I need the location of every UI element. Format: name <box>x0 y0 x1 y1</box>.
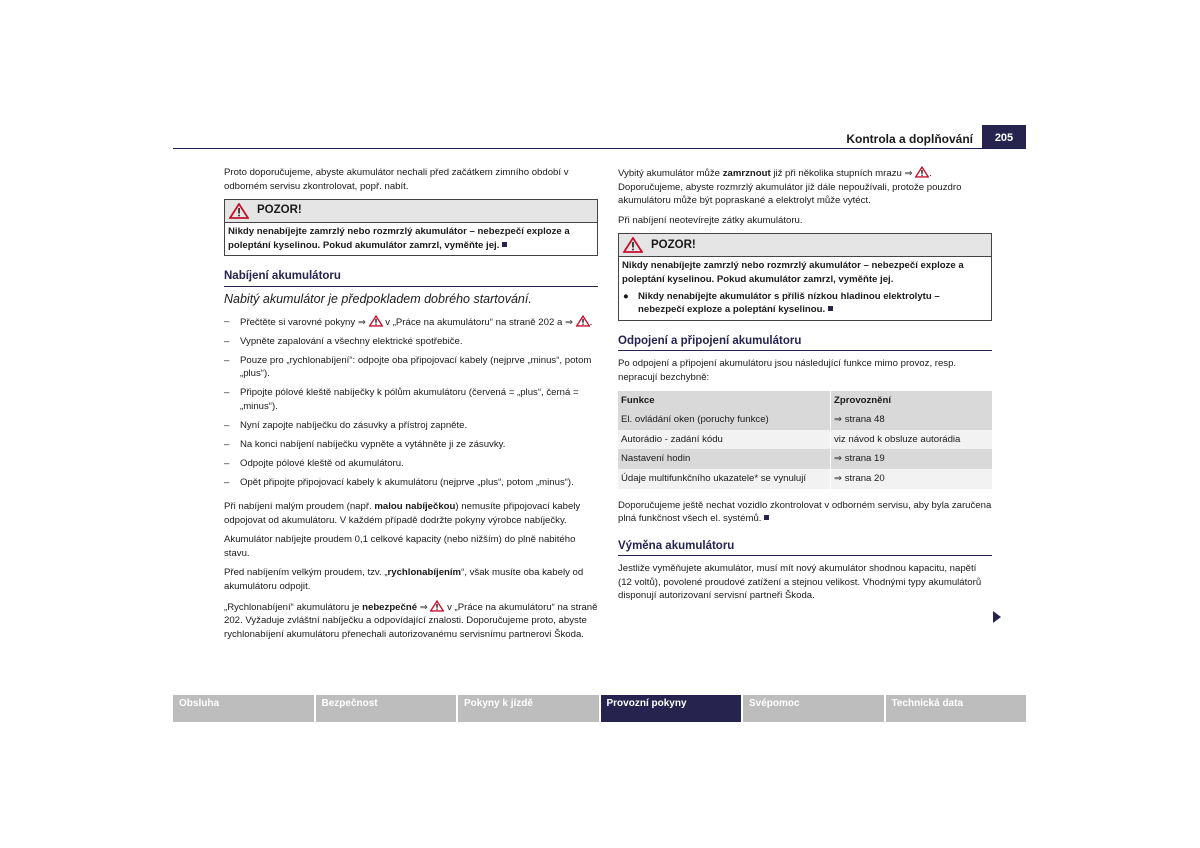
page-header <box>173 125 1026 149</box>
chapter-title: Kontrola a doplňování <box>846 132 973 146</box>
paragraph-caps: Při nabíjení neotevírejte zátky akumulátoru. <box>618 214 803 226</box>
table-header: Funkce <box>618 391 831 411</box>
paragraph-capacity: Akumulátor nabíjejte proudem 0,1 celkové kapacity (nebo nižším) do plně nabitého stavu. <box>224 534 576 559</box>
next-page-arrow-icon[interactable] <box>993 611 1001 623</box>
table-row: Údaje multifunkčního ukazatele* se vynulují ⇒ strana 20 <box>618 469 992 489</box>
list-item: – Připojte pólové kleště nabíječky k pólům akumulátoru (červená = „plus“, černá = „minus“). <box>224 387 579 413</box>
functions-table <box>618 391 992 489</box>
warning-text: Nikdy nenabíjejte zamrzlý nebo rozmrzlý akumulátor – nebezpečí exploze a poleptání kyselinou. Pokud akumulátor zamrzl, vyměňte jej. <box>228 226 570 251</box>
list-item: – Nyní zapojte nabíječku do zásuvky a přístroj zapněte. <box>224 420 468 432</box>
warning-text: Nikdy nenabíjejte zamrzlý nebo rozmrzlý akumulátor – nebezpečí exploze a poleptání kyselinou. Pokud akumulátor zamrzl, vyměňte jej. ● Nikdy nenabíjejte akumulátor s příliš nízkou hladinou elektrolytu – nebezpečí exploze a poleptání kyselinou. <box>622 260 964 316</box>
warning-title: POZOR! <box>257 204 302 217</box>
warning-box <box>618 233 992 320</box>
list-item: – Pouze pro „rychlonabíjení“: odpojte oba připojovací kabely (nejprve „minus“, potom „plus“). <box>224 354 592 380</box>
nav-tab-technicka-data[interactable]: Technická data <box>886 695 1027 722</box>
paragraph-recommendation: Doporučujeme ještě nechat vozidlo zkontrolovat v odborném servisu, aby byla zaručena plná funkčnost všech el. systémů. <box>618 499 992 525</box>
end-square-icon <box>502 242 507 247</box>
right-column <box>618 166 992 609</box>
list-item: – Opět připojte připojovací kabely k akumulátoru (nejprve „plus“, potom „minus“). <box>224 477 574 489</box>
header-rule <box>173 148 1026 149</box>
section-subtitle: Nabitý akumulátor je předpokladem dobrého startování. <box>224 291 532 306</box>
list-item: – Vypněte zapalování a všechny elektrické spotřebiče. <box>224 335 463 347</box>
end-square-icon <box>828 306 833 311</box>
nav-tab-provozni-pokyny[interactable]: Provozní pokyny <box>601 695 742 722</box>
section-title-replacement: Výměna akumulátoru <box>618 540 992 557</box>
warning-triangle-icon <box>430 600 444 612</box>
paragraph-replacement: Jestliže vyměňujete akumulátor, musí mít nový akumulátor shodnou kapacitu, napětí (12 voltů), povolené proudové zatížení a stejnou velikost. Vhodnými typy akumulátorů disponují autorizovaní servisní partneři Škoda. <box>618 563 982 602</box>
warning-triangle-icon <box>623 237 643 253</box>
nav-tab-obsluha[interactable]: Obsluha <box>173 695 314 722</box>
warning-header <box>225 200 597 223</box>
warning-triangle-icon <box>369 315 383 327</box>
intro-paragraph: Proto doporučujeme, abyste akumulátor nechali před začátkem zimního období v odborném servisu zkontrolovat, popř. nabít. <box>224 167 569 192</box>
warning-triangle-icon <box>915 166 929 178</box>
paragraph-fast-charging: Před nabíjením velkým proudem, tzv. „rychlonabíjením“, však musíte oba kabely od akumulátoru odpojit. <box>224 567 584 592</box>
nav-tab-pokyny-k-jizde[interactable]: Pokyny k jízdě <box>458 695 599 722</box>
table-row: El. ovládání oken (poruchy funkce) ⇒ strana 48 <box>618 410 992 430</box>
warning-triangle-icon <box>576 315 590 327</box>
warning-triangle-icon <box>229 203 249 219</box>
page-number: 205 <box>982 125 1026 149</box>
end-square-icon <box>764 515 769 520</box>
section-title-charging: Nabíjení akumulátoru <box>224 270 598 287</box>
table-row: Autorádio - zadání kódu viz návod k obsluze autorádia <box>618 430 992 450</box>
table-row: Nastavení hodin ⇒ strana 19 <box>618 449 992 469</box>
bullet-icon: ● <box>623 290 629 302</box>
warning-title: POZOR! <box>651 238 696 251</box>
paragraph-functions: Po odpojení a připojení akumulátoru jsou následující funkce mimo provoz, resp. nepracují bezchybně: <box>618 358 957 383</box>
warning-box <box>224 199 598 256</box>
paragraph-fast-charging-danger: „Rychlonabíjení“ akumulátoru je nebezpečné ⇒ v „Práce na akumulátoru“ na straně 202. Vyžaduje zvláštní nabíječku a odpovídající znalosti. Doporučujeme proto, abyste rychlonabíjení akumulátoru přenechali autorizovanému servisnímu partnerovi Škoda. <box>224 601 598 640</box>
warning-header <box>619 234 991 257</box>
list-item: – Na konci nabíjení nabíječku vypněte a vytáhněte ji ze zásuvky. <box>224 439 506 451</box>
paragraph-small-charger: Při nabíjení malým proudem (např. malou nabíječkou) nemusíte připojovací kabely odpojovat od akumulátoru. V každém případě dodržte pokyny výrobce nabíječky. <box>224 501 581 526</box>
list-item: – Odpojte pólové kleště od akumulátoru. <box>224 458 404 470</box>
paragraph-frozen: Vybitý akumulátor může zamrznout již při několika stupních mrazu ⇒ . Doporučujeme, abyste rozmrzlý akumulátor již dále nepoužívali, protože pouzdro akumulátoru může být popraskané a elektrolyt může vytéct. <box>618 168 962 207</box>
nav-tab-svepomoc[interactable]: Svépomoc <box>743 695 884 722</box>
section-title-disconnect: Odpojení a připojení akumulátoru <box>618 335 992 352</box>
nav-tab-bezpecnost[interactable]: Bezpečnost <box>316 695 457 722</box>
table-header: Zprovoznění <box>831 391 993 411</box>
list-item: – Přečtěte si varovné pokyny ⇒ v „Práce na akumulátoru“ na straně 202 a ⇒ . <box>224 315 593 328</box>
bottom-nav <box>173 695 1026 722</box>
steps-list <box>224 315 598 490</box>
table-header-row <box>618 391 992 411</box>
left-column <box>224 166 598 647</box>
